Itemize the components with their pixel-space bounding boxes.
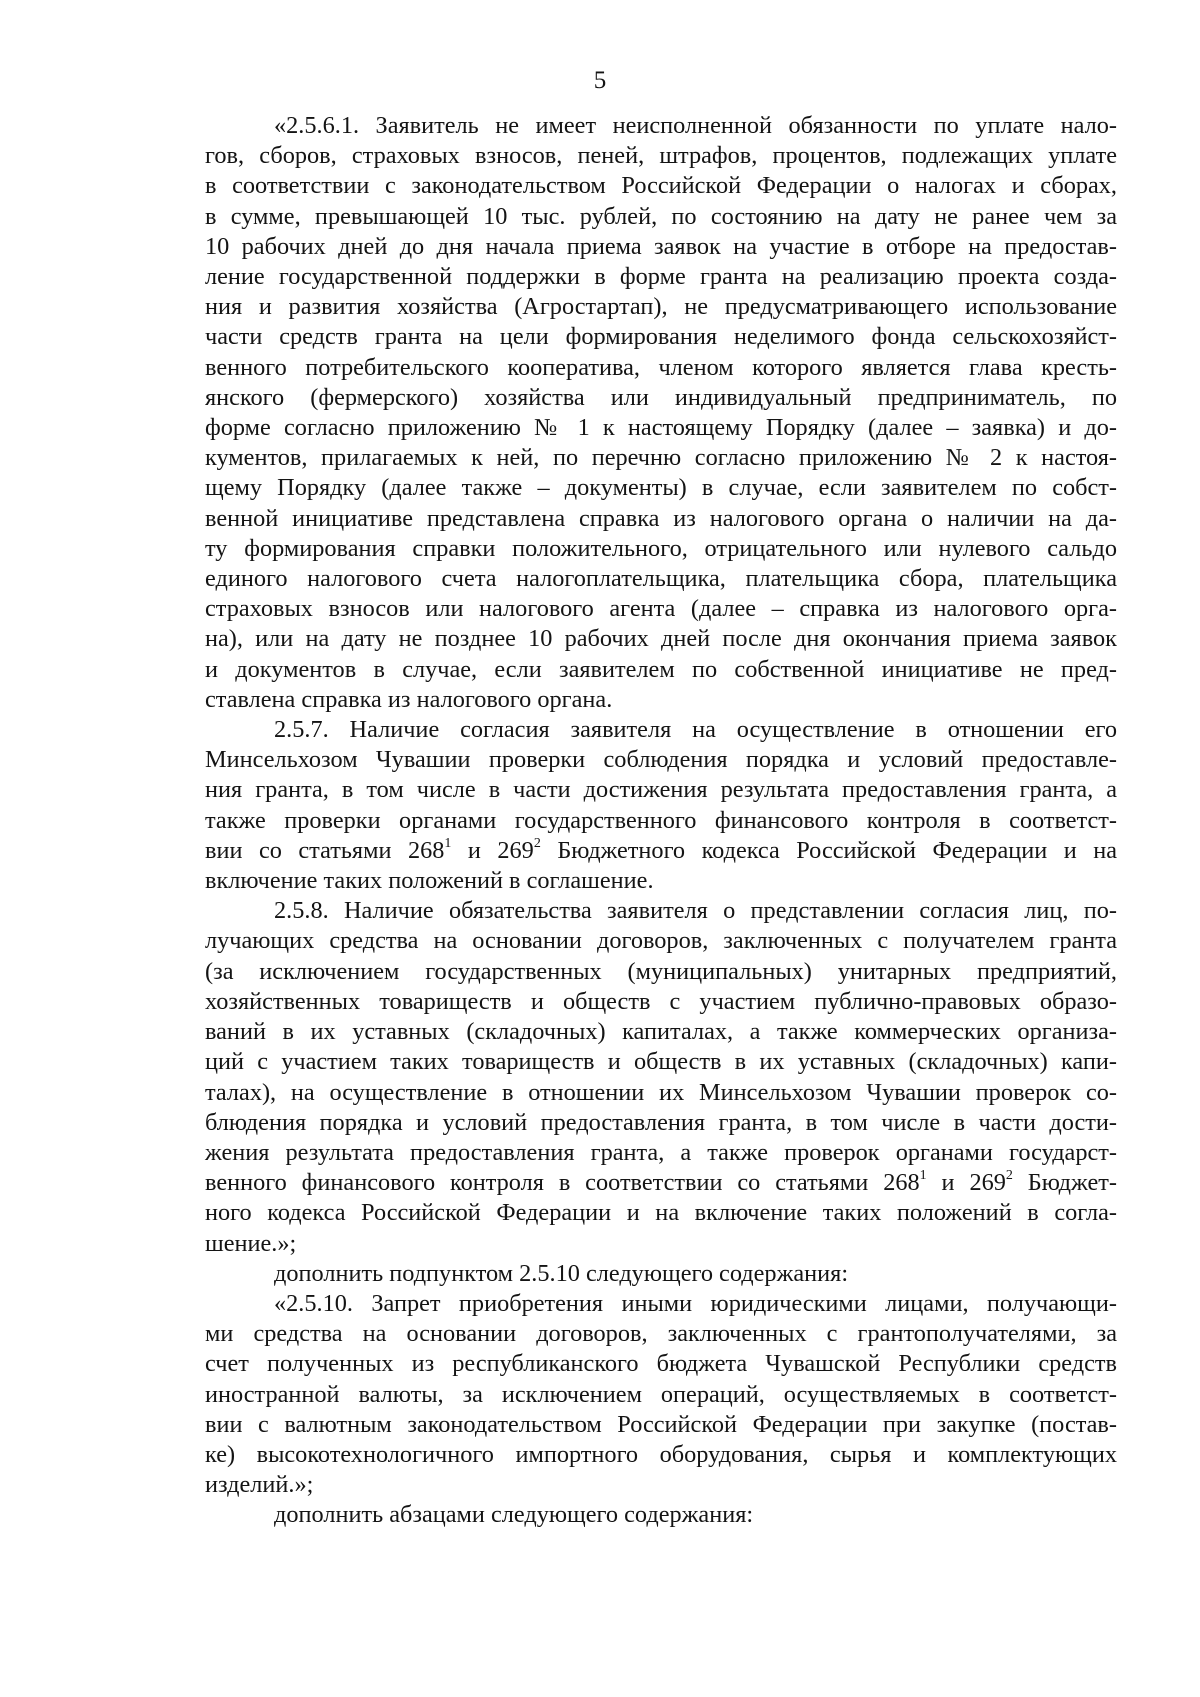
paragraph-p-2-5-7 [205, 715, 1117, 896]
text-line: венного потребительского кооператива, членом которого является глава кресть- [205, 353, 1117, 381]
text-line: на), или на дату не позднее 10 рабочих дней после дня окончания приема заявок [205, 625, 1117, 653]
text-line: (за исключением государственных (муниципальных) унитарных предприятий, [205, 957, 1117, 985]
paragraph-p-add-2-5-10 [205, 1259, 1117, 1289]
text-line: блюдения порядка и условий предоставления гранта, в том числе в части дости- [205, 1108, 1117, 1136]
text-line: «2.5.10. Запрет приобретения иными юридическими лицами, получающи- [274, 1289, 1117, 1317]
text-line: жения результата предоставления гранта, а также проверок органами государст- [205, 1138, 1117, 1166]
text-line: изделий.»; [205, 1471, 314, 1499]
text-line: гов, сборов, страховых взносов, пеней, штрафов, процентов, подлежащих уплате [205, 142, 1117, 170]
text-line: ния и развития хозяйства (Агростартап), не предусматривающего использование [205, 293, 1117, 321]
text-line: ций с участием таких товариществ и обществ в их уставных (складочных) капи- [205, 1048, 1117, 1076]
text-segment: вии со статьями 268 [205, 836, 445, 864]
text-line: кументов, прилагаемых к ней, по перечню согласно приложению № 2 к настоя- [205, 444, 1117, 472]
text-line: страховых взносов или налогового агента (далее – справка из налогового орга- [205, 595, 1117, 623]
text-segment: Бюджет- [1012, 1169, 1117, 1197]
text-line: 2.5.8. Наличие обязательства заявителя о представлении согласия лиц, по- [274, 897, 1117, 925]
text-line: также проверки органами государственного финансового контроля в соответст- [205, 806, 1117, 834]
text-line: венной инициативе представлена справка из налогового органа о наличии на да- [205, 504, 1117, 532]
text-line: единого налогового счета налогоплательщика, плательщика сбора, плательщика [205, 565, 1117, 593]
text-line: ление государственной поддержки в форме гранта на реализацию проекта созда- [205, 263, 1117, 291]
text-line [205, 836, 1117, 866]
superscript: 1 [919, 1168, 927, 1184]
superscript: 2 [533, 835, 541, 851]
text-line: шение.»; [205, 1229, 297, 1257]
text-line: 10 рабочих дней до дня начала приема заявок на участие в отборе на предостав- [205, 232, 1117, 260]
text-line: дополнить подпунктом 2.5.10 следующего содержания: [274, 1259, 849, 1287]
text-segment: Бюджетного кодекса Российской Федерации и на [540, 836, 1117, 864]
text-line: форме согласно приложению № 1 к настоящему Порядку (далее – заявка) и до- [205, 414, 1117, 442]
text-line: ного кодекса Российской Федерации и на включение таких положений в согла- [205, 1199, 1117, 1227]
paragraph-p-2-5-8 [205, 896, 1117, 1258]
text-line [205, 1168, 1117, 1198]
superscript: 1 [444, 835, 452, 851]
text-line: в сумме, превышающей 10 тыс. рублей, по состоянию на дату не ранее чем за [205, 202, 1117, 230]
superscript: 2 [1005, 1168, 1013, 1184]
text-segment: и 269 [926, 1169, 1006, 1197]
text-segment: и 269 [451, 836, 534, 864]
text-line: в соответствии с законодательством Российской Федерации о налогах и сборах, [205, 172, 1117, 200]
text-line: Минсельхозом Чувашии проверки соблюдения порядка и условий предоставле- [205, 746, 1117, 774]
text-line: ке) высокотехнологичного импортного оборудования, сырья и комплектующих [205, 1440, 1117, 1468]
text-line: и документов в случае, если заявителем по собственной инициативе не пред- [205, 655, 1117, 683]
text-line: ваний в их уставных (складочных) капиталах, а также коммерческих организа- [205, 1018, 1117, 1046]
text-segment: венного финансового контроля в соответствии со статьями 268 [205, 1169, 920, 1197]
text-line: хозяйственных товариществ и обществ с участием публично-правовых образо- [205, 987, 1117, 1015]
text-line: 2.5.7. Наличие согласия заявителя на осуществление в отношении его [274, 716, 1117, 744]
text-line: ставлена справка из налогового органа. [205, 685, 613, 713]
text-line: ми средства на основании договоров, заключенных с грантополучателями, за [205, 1320, 1117, 1348]
text-line: ту формирования справки положительного, отрицательного или нулевого сальдо [205, 534, 1117, 562]
paragraph-p-2-5-6-1 [205, 111, 1117, 715]
text-line: лучающих средства на основании договоров, заключенных с получателем гранта [205, 927, 1117, 955]
text-line: вии с валютным законодательством Российской Федерации при закупке (постав- [205, 1410, 1117, 1438]
text-line: талах), на осуществление в отношении их Минсельхозом Чувашии проверок со- [205, 1078, 1117, 1106]
text-line: янского (фермерского) хозяйства или индивидуальный предприниматель, по [205, 383, 1117, 411]
text-line: счет полученных из республиканского бюджета Чувашской Республики средств [205, 1350, 1117, 1378]
text-line: иностранной валюты, за исключением операций, осуществляемых в соответст- [205, 1380, 1117, 1408]
document-body [205, 111, 1117, 1531]
text-line: «2.5.6.1. Заявитель не имеет неисполненной обязанности по уплате нало- [274, 112, 1117, 139]
text-line: дополнить абзацами следующего содержания: [274, 1501, 754, 1529]
page-number: 5 [593, 67, 607, 94]
text-line: ния гранта, в том числе в части достижения результата предоставления гранта, а [205, 776, 1117, 804]
paragraph-p-2-5-10 [205, 1289, 1117, 1500]
text-line: включение таких положений в соглашение. [205, 867, 654, 895]
text-line: щему Порядку (далее также – документы) в случае, если заявителем по собст- [205, 474, 1117, 502]
paragraph-p-add-abzats [205, 1500, 1117, 1530]
text-line: части средств гранта на цели формирования неделимого фонда сельскохозяйст- [205, 323, 1117, 351]
